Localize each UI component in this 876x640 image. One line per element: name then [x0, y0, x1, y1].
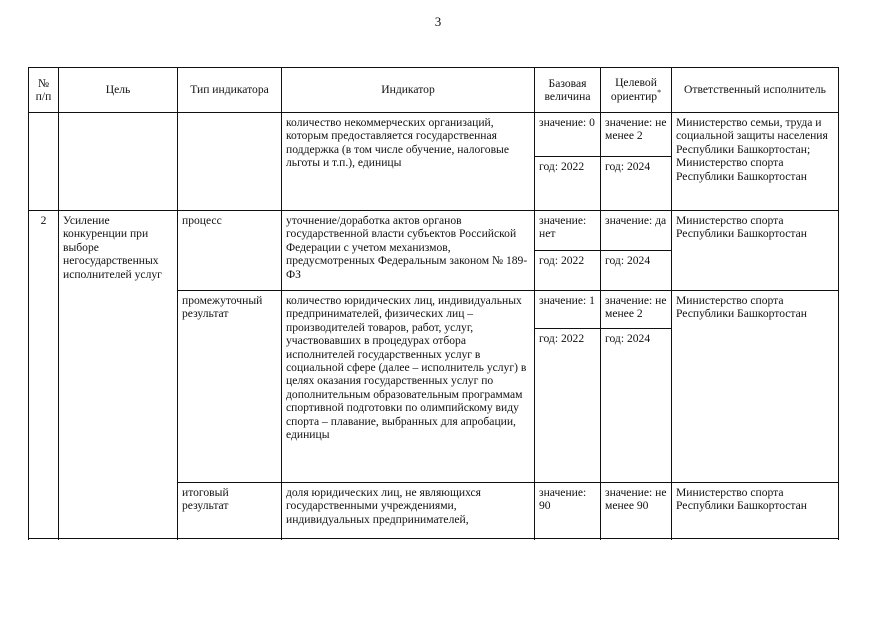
header-target-label: Целевой ориентир: [610, 76, 658, 103]
cell-target-value: значение: да: [601, 211, 672, 251]
cell-indicator: количество некоммерческих организаций, которым предоставляется государственная поддержка (в том числе обучение, налоговые льготы и т.п.), единицы: [282, 113, 535, 211]
cell-type: промежуточный результат: [178, 291, 282, 483]
cell-responsible: Министерство спорта Республики Башкортостан: [672, 483, 839, 539]
cell-base-value: значение: 0: [535, 113, 601, 157]
header-indicator: Индикатор: [282, 68, 535, 113]
cell-target-year: год: 2024: [601, 251, 672, 291]
cell-target-year: год: 2024: [601, 329, 672, 483]
cell-num: 2: [29, 211, 59, 539]
cell-target-value: значение: не менее 90: [601, 483, 672, 539]
cell-base-year: год: 2022: [535, 251, 601, 291]
cell-base-year: год: 2022: [535, 329, 601, 483]
cell-responsible: Министерство спорта Республики Башкортостан: [672, 211, 839, 291]
header-type: Тип индикатора: [178, 68, 282, 113]
header-goal: Цель: [59, 68, 178, 113]
header-target: [601, 68, 672, 113]
cell-indicator: уточнение/доработка актов органов государственной власти субъектов Российской Федерации с учетом механизмов, предусмотренных Федеральным законом № 189-ФЗ: [282, 211, 535, 291]
cell-base-year: год: 2022: [535, 157, 601, 211]
cell-type: [178, 113, 282, 211]
header-target-footnote-mark: *: [657, 87, 662, 97]
header-num: № п/п: [29, 68, 59, 113]
cell-indicator: количество юридических лиц, индивидуальных предпринимателей, физических лиц – производителей товаров, работ, услуг, участвовавших в процедурах отбора исполнителей государственных услуг в социальной сфере (далее – исполнитель услуг) в целях оказания государственных услуг по дополнительным образовательным программам спортивной подготовки по олимпийскому виду спорта – плавание, выбранных для апробации, единицы: [282, 291, 535, 483]
cell-responsible: Министерство спорта Республики Башкортостан: [672, 291, 839, 483]
table-header-row: [29, 68, 839, 113]
cell-indicator: доля юридических лиц, не являющихся государственными учреждениями, индивидуальных предпринимателей,: [282, 483, 535, 539]
cell-base-value: значение: 1: [535, 291, 601, 329]
cell-goal: [59, 113, 178, 211]
page-number: 3: [434, 14, 442, 29]
cell-num: [29, 113, 59, 211]
cell-base-value: значение: 90: [535, 483, 601, 539]
table-row: [29, 211, 839, 251]
cell-responsible: Министерство семьи, труда и социальной защиты населения Республики Башкортостан; Министерство спорта Республики Башкортостан: [672, 113, 839, 211]
header-base: Базовая величина: [535, 68, 601, 113]
header-responsible: Ответственный исполнитель: [672, 68, 839, 113]
cell-target-value: значение: не менее 2: [601, 113, 672, 157]
cell-target-value: значение: не менее 2: [601, 291, 672, 329]
table-row: [29, 113, 839, 157]
indicators-table: [28, 67, 839, 539]
cell-target-year: год: 2024: [601, 157, 672, 211]
cell-type: итоговый результат: [178, 483, 282, 539]
cell-goal: Усиление конкуренции при выборе негосударственных исполнителей услуг: [59, 211, 178, 539]
cell-type: процесс: [178, 211, 282, 291]
cell-base-value: значение: нет: [535, 211, 601, 251]
